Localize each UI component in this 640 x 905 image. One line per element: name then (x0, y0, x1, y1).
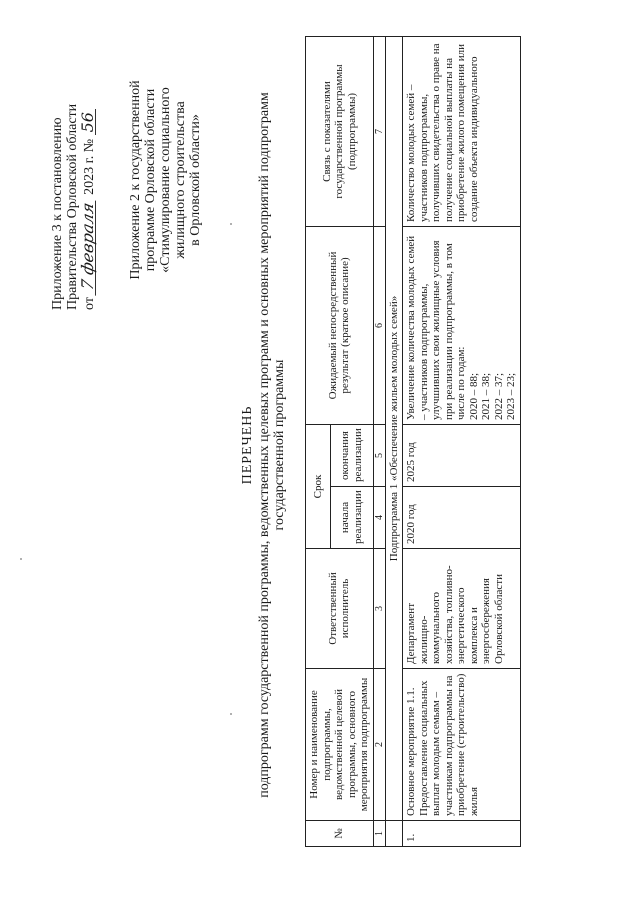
measures-table-wrap (305, 37, 521, 847)
row-end: 2025 год (403, 425, 521, 487)
header-link: Связь с показателями государственной программы (подпрограммы) (306, 37, 374, 227)
appendix-2-line2: программе Орловской области (143, 88, 158, 272)
header-name: Номер и наименование подпрограммы, ведомственной целевой программы, основного мероприятия подпрограммы (306, 669, 374, 821)
handwritten-number: 56 (80, 109, 96, 135)
header-result: Ожидаемый непосредственный результат (краткое описание) (306, 227, 374, 425)
row-name: Основное мероприятие 1.1. Предоставление социальных выплат молодым семьям – участникам подпрограммы на приобретение (строительство) жилья (403, 669, 521, 821)
subprogram-title: Подпрограмма 1 «Обеспечение жильем молодых семей» (385, 37, 403, 821)
appendix-2-line5: в Орловской области» (188, 114, 203, 246)
header-executor: Ответственный исполнитель (306, 549, 374, 669)
row-start: 2020 год (403, 487, 521, 549)
appendix-3-line2: Правительства Орловской области (65, 103, 80, 310)
row-num: 1. (403, 821, 521, 847)
appendix-2-line4: жилищного строительства (173, 101, 188, 259)
scan-speck (230, 713, 232, 715)
scan-speck (20, 558, 22, 560)
column-number: 3 (373, 549, 385, 669)
table-row (403, 37, 521, 847)
appendix-3-line1: Приложение 3 к постановлению (50, 117, 65, 310)
header-num: № (306, 821, 374, 847)
result-text: Увеличение количества молодых семей – участников подпрограммы, улучшивших свои жилищные условия при реализации подпрограммы, в том числе по годам: (405, 235, 467, 420)
appendix-2-line3: «Стимулирование социального (158, 87, 173, 273)
result-year: 2022 – 37; (492, 372, 505, 420)
measures-table (305, 36, 521, 847)
header-row (306, 37, 331, 847)
subprogram-num-cell (385, 821, 403, 847)
row-result (403, 227, 521, 425)
column-number: 4 (373, 487, 385, 549)
appendix-3-block (50, 20, 97, 310)
result-year: 2021 – 38; (480, 372, 492, 420)
result-year: 2023 – 23; (505, 372, 517, 420)
appendix-3-date-line (80, 20, 97, 310)
scan-speck (230, 223, 232, 225)
header-end: окончания реализации (330, 425, 373, 487)
handwritten-date: 7 февраля (80, 197, 96, 296)
title-line1: подпрограмм государственной программы, ведомственных целевых программ и основных мероприятий подпрограмм (257, 92, 272, 798)
title-line2: государственной программы (272, 359, 287, 531)
column-number: 7 (373, 37, 385, 227)
title-heading: ПЕРЕЧЕНЬ (240, 405, 255, 485)
document-title (240, 35, 287, 855)
column-number: 6 (373, 227, 385, 425)
column-number: 5 (373, 425, 385, 487)
appendix-2-line1: Приложение 2 к государственной (128, 80, 143, 280)
result-year: 2020 – 88; (467, 372, 480, 420)
header-start: начала реализации (330, 487, 373, 549)
header-term: Срок (306, 425, 331, 549)
column-number: 1 (373, 821, 385, 847)
subprogram-row (385, 37, 403, 847)
row-link: Количество молодых семей – участников подпрограммы, получивших свидетельства о праве на получение социальной выплаты на приобретение жилого помещения или создание объекта индивидуального (403, 37, 521, 227)
appendix-2-block (128, 55, 203, 305)
row-executor: Департамент жилищно-коммунального хозяйства, топливно-энергетического комплекса и энергосбережения Орловской области (403, 549, 521, 669)
column-number-row (373, 37, 385, 847)
date-year: 2023 г. № (82, 138, 97, 195)
date-prefix: от (82, 297, 97, 310)
column-number: 2 (373, 669, 385, 821)
